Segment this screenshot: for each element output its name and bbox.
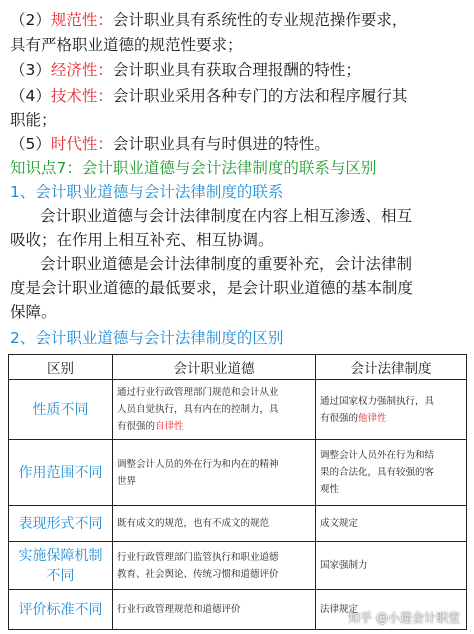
point-4 — [10, 84, 466, 108]
law-cell — [316, 440, 467, 506]
section-2-heading: 2、会计职业道德与会计法律制度的区别 — [10, 329, 284, 347]
point-3-term: 经济性： — [50, 61, 113, 79]
point-5 — [10, 132, 466, 156]
cell-line: 通过国家权力强制执行，具 — [320, 395, 435, 407]
point-5-number: （5） — [10, 135, 51, 153]
point-2-text: 会计职业具有系统性的专业规范操作要求， — [112, 11, 408, 29]
point-4-number: （4） — [10, 87, 51, 105]
row-label-line: 实施保障机制 — [18, 547, 103, 564]
ethics-cell: 既有成文的规范，也有不成文的规范 — [113, 506, 316, 542]
cell-line: 通过行业行政管理部门规范和会计从业 — [117, 387, 279, 398]
row-label — [9, 542, 113, 590]
point-2-term: 规范性： — [50, 11, 113, 29]
point-4-continued: 职能； — [10, 111, 57, 129]
law-cell: 国家强制力 — [316, 542, 467, 590]
row-label: 评价标准不同 — [9, 590, 113, 630]
cell-line — [117, 418, 311, 435]
knowledge-heading: 知识点7：会计职业道德与会计法律制度的联系与区别 — [10, 159, 377, 177]
row-label-line: 不同 — [46, 567, 75, 584]
ethics-cell — [113, 542, 316, 590]
point-3 — [10, 58, 466, 82]
point-5-text: 会计职业具有与时俱进的特性。 — [112, 135, 330, 153]
cell-line: 世界 — [117, 475, 137, 487]
section-1-para-2-line-3: 保障。 — [10, 303, 57, 321]
row-label: 作用范围不同 — [9, 440, 113, 506]
cell-line — [320, 410, 462, 427]
table-row — [9, 380, 467, 440]
point-5-term: 时代性： — [50, 135, 113, 153]
point-4-text: 会计职业采用各种专门的方法和程序履行其 — [112, 87, 408, 105]
section-1-para-1-line-1: 会计职业道德与会计法律制度在内容上相互渗透、相互 — [40, 207, 413, 225]
section-1-para-1-line-2: 吸收；在作用上相互补充、相互协调。 — [10, 231, 274, 249]
section-1-para-2-line-2: 度是会计职业道德的最低要求，是会计职业道德的基本制度 — [10, 279, 414, 297]
point-2-number: （2） — [10, 11, 51, 29]
cell-line: 教育、社会舆论、传统习惯和道德评价 — [117, 568, 279, 580]
point-2-continued: 具有严格职业道德的规范性要求； — [10, 36, 243, 54]
law-cell: 法律规定 — [316, 590, 467, 630]
header-ethics: 会计职业道德 — [113, 355, 316, 380]
cell-line: 调整会计人员外在行为和结 — [320, 450, 435, 461]
ethics-cell — [113, 380, 316, 440]
row-label: 表现形式不同 — [9, 506, 113, 542]
table-row — [9, 440, 467, 506]
external-discipline-highlight: 他律性 — [358, 412, 387, 424]
section-1-para-2-line-1: 会计职业道德是会计法律制度的重要补充，会计法律制 — [40, 255, 413, 273]
table-header-row — [9, 355, 467, 380]
cell-text: 有很强的 — [320, 412, 359, 424]
cell-line: 观性 — [320, 484, 340, 495]
point-4-term: 技术性： — [50, 87, 113, 105]
cell-line: 行业行政管理部门监管执行和职业道德 — [117, 551, 279, 563]
point-3-number: （3） — [10, 61, 51, 79]
section-1-heading: 1、会计职业道德与会计法律制度的联系 — [10, 183, 284, 201]
row-label: 性质不同 — [9, 380, 113, 440]
cell-line: 果的合法化，具有较强的客 — [320, 467, 435, 478]
law-cell: 成文规定 — [316, 506, 467, 542]
table-row — [9, 506, 467, 542]
watermark: 知乎 @小莲会计职堂 — [348, 611, 460, 625]
self-discipline-highlight: 自律性 — [155, 421, 184, 432]
point-2 — [10, 8, 466, 32]
ethics-cell: 行业行政管理规范和道德评价 — [113, 590, 316, 630]
ethics-cell — [113, 440, 316, 506]
law-cell — [316, 380, 467, 440]
cell-text: 有很强的 — [117, 421, 156, 432]
cell-line: 调整会计人员的外在行为和内在的精神 — [117, 458, 279, 470]
header-law: 会计法律制度 — [316, 355, 467, 380]
header-difference: 区别 — [9, 355, 113, 380]
cell-line: 人员自觉执行，具有内在的控制力，具 — [117, 404, 279, 415]
table-row — [9, 542, 467, 590]
point-3-text: 会计职业具有获取合理报酬的特性； — [112, 61, 361, 79]
comparison-table — [8, 354, 467, 630]
